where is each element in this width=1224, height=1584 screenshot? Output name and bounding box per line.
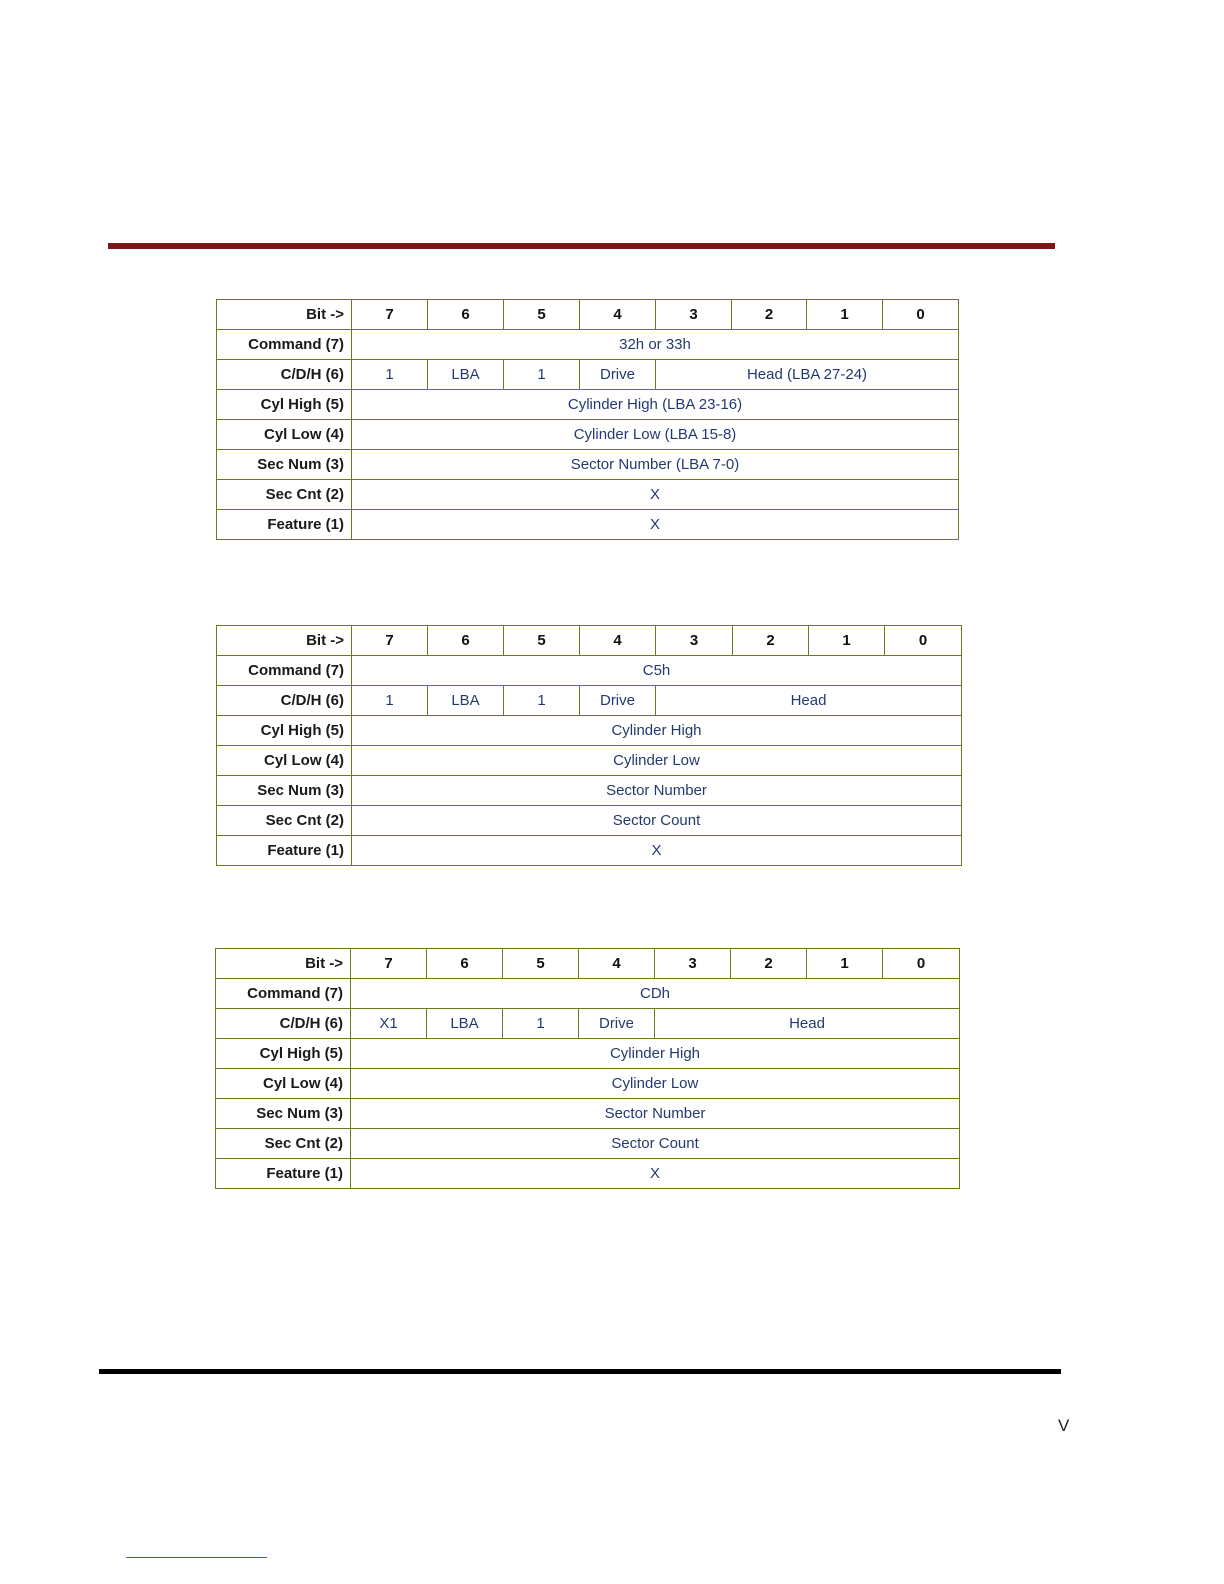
bit-7: 7 xyxy=(352,626,428,656)
command-row xyxy=(216,979,960,1009)
cdh-label: C/D/H (6) xyxy=(217,686,352,716)
cyl-low-value: Cylinder Low xyxy=(352,746,962,776)
feature-row xyxy=(217,836,962,866)
cdh-bit-7: 1 xyxy=(352,360,428,390)
sec-cnt-label: Sec Cnt (2) xyxy=(216,1129,351,1159)
sec-cnt-label: Sec Cnt (2) xyxy=(217,806,352,836)
cdh-head: Head (LBA 27-24) xyxy=(656,360,959,390)
register-table-read-multiple xyxy=(216,299,959,540)
bit-2: 2 xyxy=(731,949,807,979)
footer-rule xyxy=(99,1369,1061,1374)
sec-cnt-row xyxy=(217,806,962,836)
cyl-high-label: Cyl High (5) xyxy=(216,1039,351,1069)
cyl-high-value: Cylinder High xyxy=(352,716,962,746)
cyl-low-label: Cyl Low (4) xyxy=(217,746,352,776)
feature-row xyxy=(217,510,959,540)
cdh-bit-4: Drive xyxy=(580,360,656,390)
cyl-low-value: Cylinder Low xyxy=(351,1069,960,1099)
bit-1: 1 xyxy=(809,626,885,656)
bit-5: 5 xyxy=(504,300,580,330)
bit-label: Bit -> xyxy=(216,949,351,979)
cyl-low-row xyxy=(217,746,962,776)
cyl-low-value: Cylinder Low (LBA 15-8) xyxy=(352,420,959,450)
sec-num-value: Sector Number (LBA 7-0) xyxy=(352,450,959,480)
sec-num-row xyxy=(217,776,962,806)
bit-5: 5 xyxy=(503,949,579,979)
bit-0: 0 xyxy=(883,300,959,330)
cdh-row xyxy=(217,360,959,390)
cyl-low-label: Cyl Low (4) xyxy=(217,420,352,450)
cdh-label: C/D/H (6) xyxy=(216,1009,351,1039)
sec-num-label: Sec Num (3) xyxy=(217,776,352,806)
cdh-row xyxy=(216,1009,960,1039)
cyl-high-value: Cylinder High xyxy=(351,1039,960,1069)
sec-cnt-value: Sector Count xyxy=(351,1129,960,1159)
bit-4: 4 xyxy=(579,949,655,979)
command-value: 32h or 33h xyxy=(352,330,959,360)
feature-row xyxy=(216,1159,960,1189)
cdh-bit-6: LBA xyxy=(428,686,504,716)
cyl-high-row xyxy=(216,1039,960,1069)
bit-0: 0 xyxy=(883,949,960,979)
cdh-row xyxy=(217,686,962,716)
sec-num-value: Sector Number xyxy=(352,776,962,806)
cdh-head: Head xyxy=(655,1009,960,1039)
sec-cnt-label: Sec Cnt (2) xyxy=(217,480,352,510)
cdh-bit-7: 1 xyxy=(352,686,428,716)
bit-6: 6 xyxy=(428,626,504,656)
feature-label: Feature (1) xyxy=(216,1159,351,1189)
cdh-bit-5: 1 xyxy=(504,686,580,716)
cyl-low-row xyxy=(217,420,959,450)
bit-4: 4 xyxy=(580,626,656,656)
sec-cnt-value: Sector Count xyxy=(352,806,962,836)
feature-value: X xyxy=(352,836,962,866)
feature-value: X xyxy=(352,510,959,540)
cyl-high-label: Cyl High (5) xyxy=(217,716,352,746)
cdh-bit-5: 1 xyxy=(504,360,580,390)
bit-3: 3 xyxy=(656,300,732,330)
bit-6: 6 xyxy=(428,300,504,330)
sec-cnt-row xyxy=(217,480,959,510)
command-row xyxy=(217,656,962,686)
bit-6: 6 xyxy=(427,949,503,979)
sec-num-value: Sector Number xyxy=(351,1099,960,1129)
bit-3: 3 xyxy=(655,949,731,979)
page-mark: V xyxy=(1058,1416,1070,1435)
cdh-head: Head xyxy=(656,686,962,716)
sec-cnt-row xyxy=(216,1129,960,1159)
cyl-low-row xyxy=(216,1069,960,1099)
bit-header-row xyxy=(217,300,959,330)
sec-num-label: Sec Num (3) xyxy=(216,1099,351,1129)
bit-header-row xyxy=(216,949,960,979)
cyl-high-label: Cyl High (5) xyxy=(217,390,352,420)
bit-1: 1 xyxy=(807,949,883,979)
cdh-bit-4: Drive xyxy=(579,1009,655,1039)
cdh-label: C/D/H (6) xyxy=(217,360,352,390)
bit-7: 7 xyxy=(352,300,428,330)
register-table-write-multiple-fua xyxy=(215,948,960,1189)
command-value: CDh xyxy=(351,979,960,1009)
bit-label: Bit -> xyxy=(217,300,352,330)
cdh-bit-5: 1 xyxy=(503,1009,579,1039)
bit-2: 2 xyxy=(733,626,809,656)
sec-cnt-value: X xyxy=(352,480,959,510)
command-value: C5h xyxy=(352,656,962,686)
footnote-separator xyxy=(126,1557,267,1558)
command-row xyxy=(217,330,959,360)
bit-7: 7 xyxy=(351,949,427,979)
bit-5: 5 xyxy=(504,626,580,656)
command-label: Command (7) xyxy=(217,656,352,686)
cdh-bit-7: X1 xyxy=(351,1009,427,1039)
register-table-write-multiple xyxy=(216,625,962,866)
sec-num-label: Sec Num (3) xyxy=(217,450,352,480)
sec-num-row xyxy=(217,450,959,480)
command-label: Command (7) xyxy=(217,330,352,360)
bit-1: 1 xyxy=(807,300,883,330)
cyl-high-row xyxy=(217,716,962,746)
bit-0: 0 xyxy=(885,626,962,656)
cyl-low-label: Cyl Low (4) xyxy=(216,1069,351,1099)
cdh-bit-4: Drive xyxy=(580,686,656,716)
bit-2: 2 xyxy=(732,300,807,330)
cyl-high-row xyxy=(217,390,959,420)
command-label: Command (7) xyxy=(216,979,351,1009)
cdh-bit-6: LBA xyxy=(427,1009,503,1039)
sec-num-row xyxy=(216,1099,960,1129)
feature-label: Feature (1) xyxy=(217,836,352,866)
bit-label: Bit -> xyxy=(217,626,352,656)
bit-4: 4 xyxy=(580,300,656,330)
cyl-high-value: Cylinder High (LBA 23-16) xyxy=(352,390,959,420)
cdh-bit-6: LBA xyxy=(428,360,504,390)
bit-3: 3 xyxy=(656,626,733,656)
bit-header-row xyxy=(217,626,962,656)
feature-label: Feature (1) xyxy=(217,510,352,540)
feature-value: X xyxy=(351,1159,960,1189)
header-rule xyxy=(108,243,1055,249)
